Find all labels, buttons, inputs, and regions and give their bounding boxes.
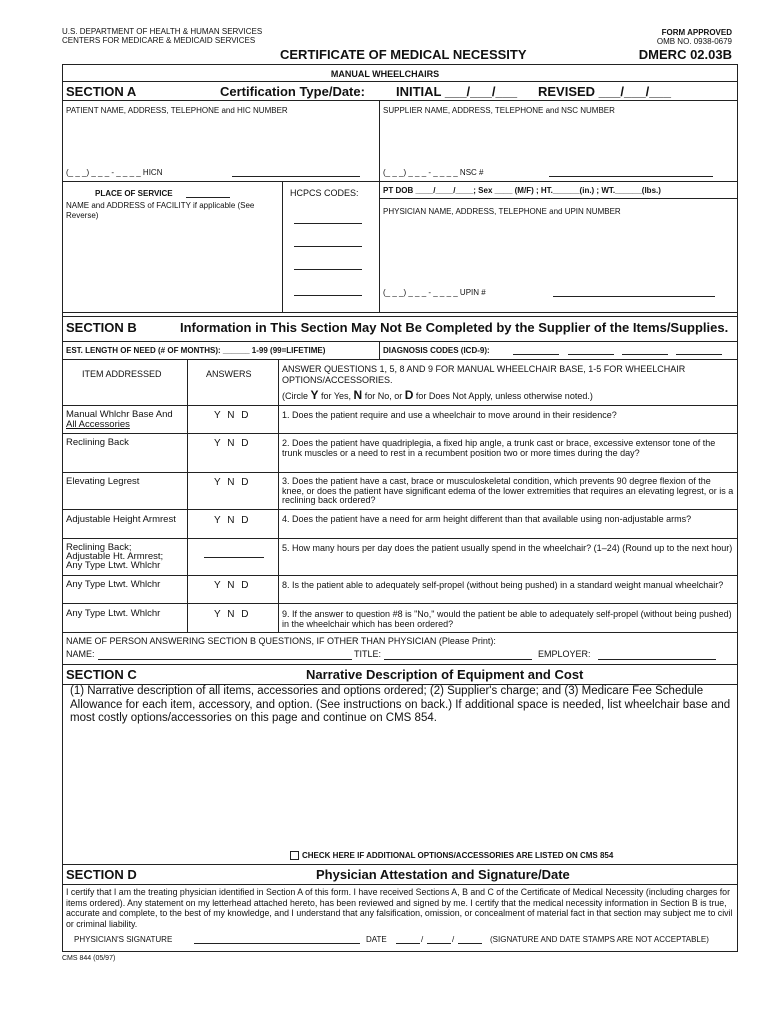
question-4: 4. Does the patient have a need for arm height different than that available using non-adjustable arms? (282, 514, 692, 524)
section-d-label: SECTION D (66, 867, 137, 882)
section-a-label: SECTION A (66, 84, 137, 99)
date-label: DATE (366, 935, 387, 944)
supplier-phone-nsc[interactable]: (_ _ _) _ _ _ - _ _ _ _ NSC # (383, 168, 484, 177)
date-month[interactable] (396, 943, 420, 944)
physician-signature-label: PHYSICIAN'S SIGNATURE (74, 935, 173, 944)
item-row-2: Reclining Back (66, 437, 129, 448)
diagnosis-code-2[interactable] (568, 354, 614, 355)
hcpcs-code-3[interactable] (294, 269, 362, 270)
col-item-addressed: ITEM ADDRESSED (82, 369, 162, 379)
section-b-label: SECTION B (66, 320, 137, 335)
supplier-info-label: SUPPLIER NAME, ADDRESS, TELEPHONE and NSC NUMBER (383, 106, 615, 115)
diagnosis-code-4[interactable] (676, 354, 722, 355)
name-label: NAME: (66, 649, 95, 659)
hcpcs-code-4[interactable] (294, 295, 362, 296)
question-5: 5. How many hours per day does the patient usually spend in the wheelchair? (1–24) (Round up to the next hour) (282, 543, 733, 553)
hcpcs-codes-label: HCPCS CODES: (290, 188, 359, 198)
form-subtitle: MANUAL WHEELCHAIRS (330, 69, 440, 79)
item-row-4: Adjustable Height Armrest (66, 514, 176, 525)
item-row-3: Elevating Legrest (66, 476, 140, 487)
place-of-service-label: PLACE OF SERVICE (95, 189, 173, 198)
diagnosis-code-1[interactable] (513, 354, 559, 355)
dept-line-1: U.S. DEPARTMENT OF HEALTH & HUMAN SERVICES (62, 27, 263, 36)
hcpcs-code-1[interactable] (294, 223, 362, 224)
section-b-title: Information in This Section May Not Be Completed by the Supplier of the Items/Supplies. (180, 320, 729, 335)
section-d-attestation: I certify that I am the treating physician identified in Section A of this form. I have received Sections A, B and C of the Certificate of Medical Necessity (including charges for items ordered). Any statement on my letterhead attached hereto, has been reviewed and signed by me. I certify that the medical necessity information in Section B is true, accurate and complete, to the best of my knowledge, and I understand that any falsification, omission, or concealment of material fact in that section may subject me to civil or criminal liability. (66, 887, 733, 929)
patient-phone-hicn[interactable]: (_ _ _) _ _ _ - _ _ _ _ HICN (66, 168, 163, 177)
hcpcs-code-2[interactable] (294, 246, 362, 247)
physician-info-label: PHYSICIAN NAME, ADDRESS, TELEPHONE and UPIN NUMBER (383, 207, 621, 216)
est-length-of-need[interactable]: EST. LENGTH OF NEED (# OF MONTHS): ______ 1-99 (99=LIFETIME) (66, 346, 326, 355)
date-year[interactable] (458, 943, 482, 944)
answer-q2[interactable]: Y N D (214, 438, 251, 449)
omb-number: OMB NO. 0938-0679 (656, 37, 732, 46)
section-c-title: Narrative Description of Equipment and Cost (306, 667, 584, 682)
answer-q5[interactable] (204, 557, 264, 558)
form-number: CMS 844 (05/97) (62, 955, 116, 962)
checkbox-icon[interactable] (290, 851, 299, 860)
title-label: TITLE: (354, 649, 382, 659)
section-c-label: SECTION C (66, 667, 137, 682)
question-8: 8. Is the patient able to adequately self-propel (without being pushed) in a standard weight manual wheelchair? (282, 580, 724, 590)
section-b-instructions: ANSWER QUESTIONS 1, 5, 8 AND 9 FOR MANUAL WHEELCHAIR BASE, 1-5 FOR WHEELCHAIR OPTIONS/ACCESSORIES. (282, 364, 686, 385)
item-row-1: Manual Whlchr Base And All Accessories (66, 409, 173, 430)
answer-q3[interactable]: Y N D (214, 477, 251, 488)
physician-phone-upin[interactable]: (_ _ _) _ _ _ - _ _ _ _ UPIN # (383, 288, 486, 297)
revised-date[interactable]: REVISED ___/___/___ (538, 84, 671, 99)
answer-q1[interactable]: Y N D (214, 410, 251, 421)
question-9: 9. If the answer to question #8 is "No," would the patient be able to adequately self-propel (without being pushed) in the wheelchair which has been ordered? (282, 609, 732, 629)
certification-type-label: Certification Type/Date: (220, 84, 365, 99)
employer-label: EMPLOYER: (538, 649, 591, 659)
item-row-5: Reclining Back; Adjustable Ht. Armrest; Any Type Ltwt. Whlchr (66, 542, 164, 571)
dept-line-2: CENTERS FOR MEDICARE & MEDICAID SERVICES (62, 36, 256, 45)
col-answers: ANSWERS (206, 369, 252, 379)
date-day[interactable] (427, 943, 451, 944)
initial-date[interactable]: INITIAL ___/___/___ (396, 84, 518, 99)
item-row-8: Any Type Ltwt. Whlchr (66, 579, 161, 590)
title-field[interactable] (384, 659, 532, 660)
item-row-9: Any Type Ltwt. Whlchr (66, 608, 161, 619)
check-additional-options[interactable]: CHECK HERE IF ADDITIONAL OPTIONS/ACCESSORIES ARE LISTED ON CMS 854 (290, 851, 613, 860)
patient-dob-sex-ht-wt[interactable]: PT DOB ____/____/____; Sex ____ (M/F) ; HT.______(in.) ; WT.______(lbs.) (383, 186, 661, 195)
diagnosis-codes-label: DIAGNOSIS CODES (ICD-9): (383, 346, 490, 355)
name-of-person-label: NAME OF PERSON ANSWERING SECTION B QUESTIONS, IF OTHER THAN PHYSICIAN (Please Print): (66, 636, 496, 646)
form-title: CERTIFICATE OF MEDICAL NECESSITY (280, 47, 527, 62)
question-3: 3. Does the patient have a cast, brace or musculoskeletal condition, which prevents 90 degree flexion of the knee, or does the patient have significant edema of the lower extremities that requires an elevating legrest, or is a reclining back ordered? (282, 476, 734, 505)
answer-q8[interactable]: Y N D (214, 580, 251, 591)
answer-q4[interactable]: Y N D (214, 515, 251, 526)
stamps-not-acceptable: (SIGNATURE AND DATE STAMPS ARE NOT ACCEPTABLE) (490, 935, 709, 944)
question-2: 2. Does the patient have quadriplegia, a fixed hip angle, a trunk cast or brace, excessive extensor tone of the trunk muscles or a need to rest in a recumbent position two or more times during the day? (282, 438, 716, 458)
name-field[interactable] (98, 659, 352, 660)
form-approved: FORM APPROVED (661, 28, 732, 37)
section-c-narrative: (1) Narrative description of all items, accessories and options ordered; (2) Supplier's charge; and (3) Medicare Fee Schedule Allowance for each item, accessory, and option. (See instructions on back.) If additional space is needed, list wheelchair base and most costly options/accessories on this page and continue on CMS 854. (70, 685, 731, 724)
section-b-circle-instructions: (Circle Y for Yes, N for No, or D for Does Not Apply, unless otherwise noted.) (282, 388, 593, 402)
physician-signature-field[interactable] (194, 943, 360, 944)
question-1: 1. Does the patient require and use a wheelchair to move around in their residence? (282, 410, 617, 420)
diagnosis-code-3[interactable] (622, 354, 668, 355)
answer-q9[interactable]: Y N D (214, 609, 251, 620)
facility-label: NAME and ADDRESS of FACILITY if applicable (See Reverse) (66, 201, 255, 220)
employer-field[interactable] (598, 659, 716, 660)
patient-info-label: PATIENT NAME, ADDRESS, TELEPHONE and HIC NUMBER (66, 106, 288, 115)
form-code: DMERC 02.03B (638, 47, 732, 62)
section-d-title: Physician Attestation and Signature/Date (316, 867, 570, 882)
